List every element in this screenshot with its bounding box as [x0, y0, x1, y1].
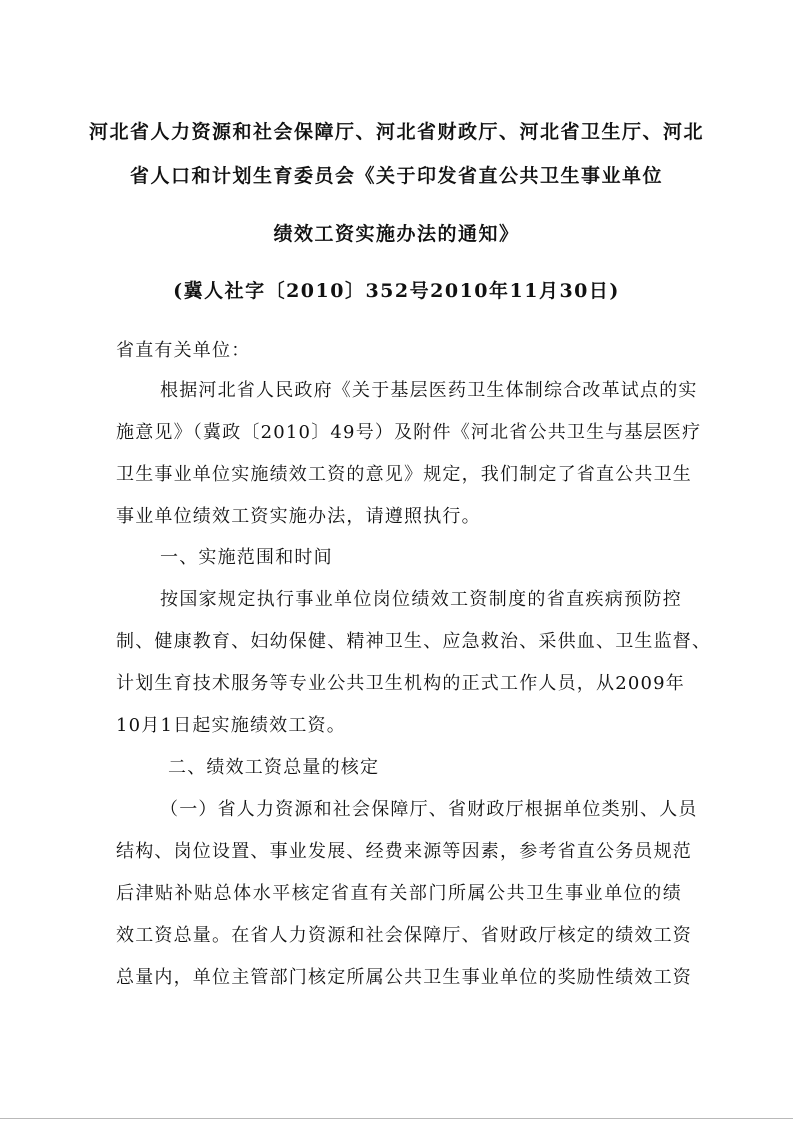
paragraph-line: 计划生育技术服务等专业公共卫生机构的正式工作人员，从2009年 [116, 673, 686, 694]
salutation: 省直有关单位： [116, 340, 251, 361]
paragraph-line: 制、健康教育、妇幼保健、精神卫生、应急救治、采供血、卫生监督、 [116, 631, 712, 652]
section-heading-2: 二、绩效工资总量的核定 [168, 757, 380, 778]
paragraph-line: 效工资总量。在省人力资源和社会保障厅、省财政厅核定的绩效工资 [116, 925, 692, 946]
title-line-2: 省人口和计划生育委员会《关于印发省直公共卫生事业单位 [129, 165, 663, 187]
paragraph-line: （一）省人力资源和社会保障厅、省财政厅根据单位类别、人员 [160, 799, 698, 820]
paragraph-line: 施意见》（冀政〔2010〕49号）及附件《河北省公共卫生与基层医疗 [116, 422, 702, 443]
page-bottom-rule [0, 1118, 793, 1119]
paragraph-line: 总量内，单位主管部门核定所属公共卫生事业单位的奖励性绩效工资 [116, 967, 692, 988]
paragraph-line: 卫生事业单位实施绩效工资的意见》规定，我们制定了省直公共卫生 [116, 464, 692, 485]
title-line-3: 绩效工资实施办法的通知》 [273, 223, 520, 245]
paragraph-line: 根据河北省人民政府《关于基层医药卫生体制综合改革试点的实 [160, 380, 698, 401]
document-number-date: (冀人社字〔2010〕352号2010年11月30日) [173, 280, 620, 302]
paragraph-line: 结构、岗位设置、事业发展、经费来源等因素，参考省直公务员规范 [116, 841, 692, 862]
paragraph-line: 10月1日起实施绩效工资。 [116, 715, 346, 736]
paragraph-line: 按国家规定执行事业单位岗位绩效工资制度的省直疾病预防控 [160, 589, 682, 610]
paragraph-line: 后津贴补贴总体水平核定省直有关部门所属公共卫生事业单位的绩 [116, 883, 682, 904]
paragraph-line: 事业单位绩效工资实施办法，请遵照执行。 [116, 506, 481, 527]
title-line-1: 河北省人力资源和社会保障厅、河北省财政厅、河北省卫生厅、河北 [88, 121, 704, 143]
section-heading-1: 一、实施范围和时间 [160, 547, 333, 568]
